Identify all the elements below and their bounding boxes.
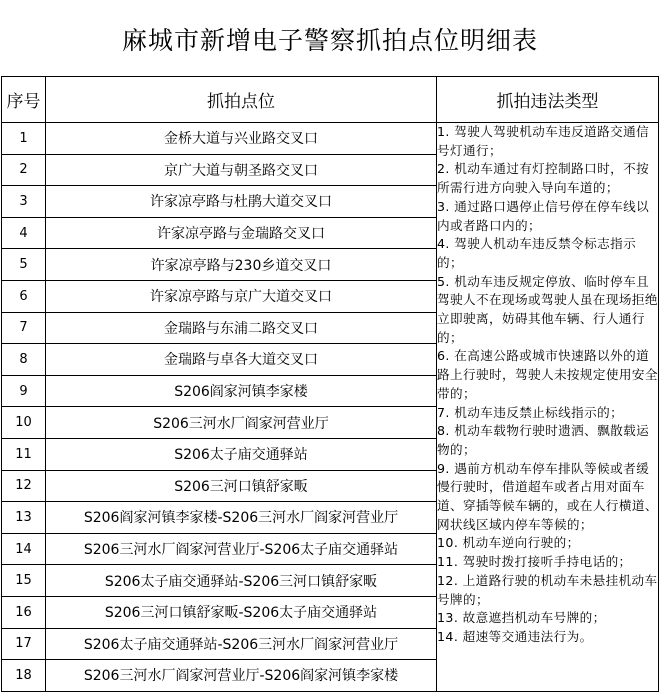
row-location: S206太子庙交通驿站-S206三河口镇舒家畈 <box>46 565 437 597</box>
row-location: S206阎家河镇李家楼 <box>46 375 437 407</box>
violation-type-item: 5. 机动车违反规定停放、临时停车且驾驶人不在现场或驾驶人虽在现场拒绝立即驶离，妨碍其他车辆、行人通行的； <box>437 273 658 345</box>
row-seq: 16 <box>2 596 46 628</box>
violation-type-item: 2. 机动车通过有灯控制路口时，不按所需行进方向驶入导向车道的； <box>437 161 650 196</box>
violation-type-item: 12. 上道路行驶的机动车未悬挂机动车号牌的； <box>437 572 658 607</box>
row-location: 金瑞路与卓各大道交叉口 <box>46 344 437 376</box>
violation-type-item: 9. 遇前方机动车停车排队等候或者缓慢行驶时，借道超车或者占用对面车道、穿插等候车辆的，或在人行横道、网状线区域内停车等候的； <box>437 460 658 532</box>
row-location: S206三河口镇舒家畈 <box>46 470 437 502</box>
header-seq: 序号 <box>2 77 46 123</box>
detail-table <box>1 76 659 692</box>
row-seq: 11 <box>2 438 46 470</box>
row-location: S206三河水厂阎家河营业厅 <box>46 407 437 439</box>
row-location: 许家凉亭路与杜鹃大道交叉口 <box>46 186 437 218</box>
page-title: 麻城市新增电子警察抓拍点位明细表 <box>121 26 538 55</box>
row-seq: 1 <box>2 123 46 155</box>
row-seq: 18 <box>2 660 46 692</box>
row-seq: 4 <box>2 217 46 249</box>
row-location: S206三河水厂阎家河营业厅-S206阎家河镇李家楼 <box>46 660 437 692</box>
row-location: 京广大道与朝圣路交叉口 <box>46 154 437 186</box>
row-location: 许家凉亭路与金瑞路交叉口 <box>46 217 437 249</box>
row-location: 许家凉亭路与230乡道交叉口 <box>46 249 437 281</box>
violation-type-item: 14. 超速等交通违法行为。 <box>437 628 593 644</box>
row-seq: 14 <box>2 533 46 565</box>
table-header-row <box>2 77 659 123</box>
row-seq: 2 <box>2 154 46 186</box>
row-seq: 13 <box>2 502 46 534</box>
violation-types-cell <box>437 123 659 692</box>
violation-type-item: 10. 机动车逆向行驶的； <box>437 535 580 551</box>
row-location: S206三河水厂阎家河营业厅-S206太子庙交通驿站 <box>46 533 437 565</box>
header-violation: 抓拍违法类型 <box>437 77 659 123</box>
violation-type-item: 1. 驾驶人驾驶机动车违反道路交通信号灯通行； <box>437 124 650 158</box>
row-seq: 3 <box>2 186 46 218</box>
row-location: S206阎家河镇李家楼-S206三河水厂阎家河营业厅 <box>46 502 437 534</box>
row-location: 金瑞路与东浦二路交叉口 <box>46 312 437 344</box>
violation-type-item: 3. 通过路口遇停止信号停在停车线以内或者路口内的； <box>437 198 650 233</box>
violation-type-item: 4. 驾驶人机动车违反禁令标志指示的； <box>437 236 637 270</box>
violation-type-item: 6. 在高速公路或城市快速路以外的道路上行驶时，驾驶人未按规定使用安全带的； <box>437 348 658 401</box>
table-body <box>2 123 659 692</box>
row-seq: 8 <box>2 344 46 376</box>
table-row <box>2 123 659 155</box>
row-seq: 6 <box>2 280 46 312</box>
row-seq: 15 <box>2 565 46 597</box>
row-seq: 12 <box>2 470 46 502</box>
violation-type-item: 11. 驾驶时拨打接听手持电话的； <box>437 554 632 570</box>
row-location: 许家凉亭路与京广大道交叉口 <box>46 280 437 312</box>
row-seq: 17 <box>2 628 46 660</box>
violation-type-item: 13. 故意遮挡机动车号牌的； <box>437 610 606 626</box>
header-location: 抓拍点位 <box>46 77 437 123</box>
row-seq: 10 <box>2 407 46 439</box>
row-seq: 9 <box>2 375 46 407</box>
row-location: 金桥大道与兴业路交叉口 <box>46 123 437 155</box>
violation-type-item: 7. 机动车违反禁止标线指示的； <box>437 404 624 420</box>
row-location: S206太子庙交通驿站-S206三河水厂阎家河营业厅 <box>46 628 437 660</box>
row-seq: 7 <box>2 312 46 344</box>
violation-type-item: 8. 机动车载物行驶时遗洒、飘散载运物的； <box>437 423 650 457</box>
row-location: S206太子庙交通驿站 <box>46 438 437 470</box>
row-seq: 5 <box>2 249 46 281</box>
row-location: S206三河口镇舒家畈-S206太子庙交通驿站 <box>46 596 437 628</box>
